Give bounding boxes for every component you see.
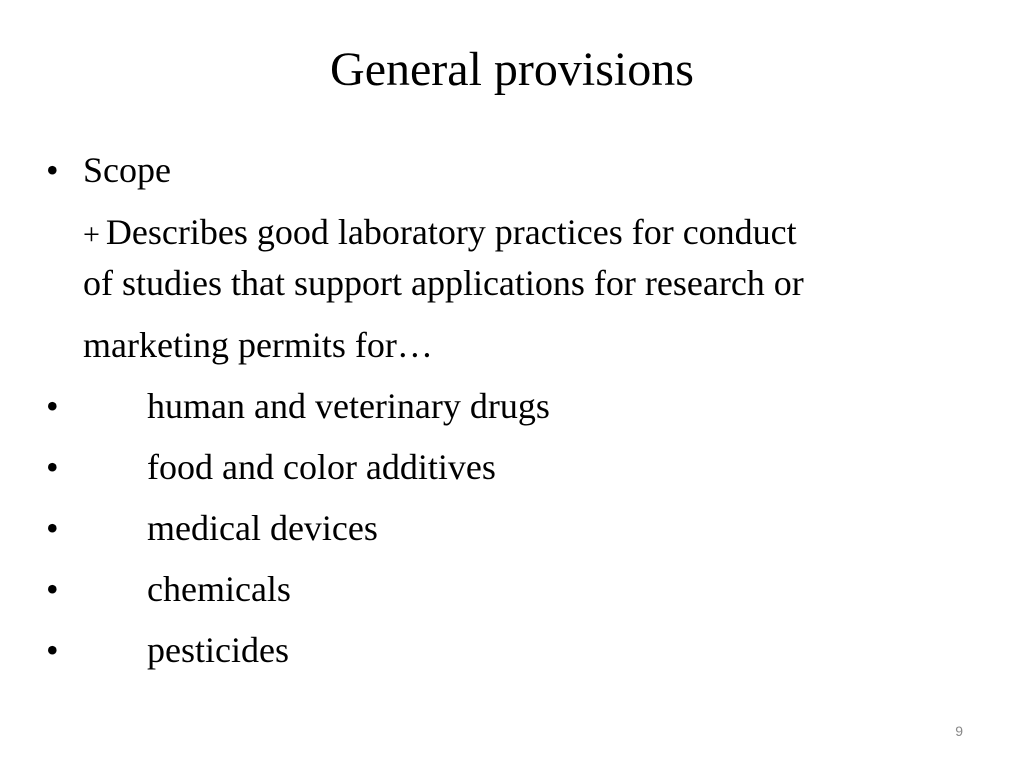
plus-icon: + (83, 218, 100, 251)
scope-description-line-2: of studies that support applications for research or (83, 263, 804, 303)
page-number: 9 (955, 723, 963, 739)
bullet-icon: • (46, 569, 59, 609)
scope-description-line-3: marketing permits for… (83, 325, 433, 365)
bullet-icon: • (46, 386, 59, 426)
slide-title: General provisions (330, 43, 694, 96)
bullet-icon: • (46, 150, 59, 190)
scope-label: Scope (83, 150, 171, 190)
list-item: chemicals (147, 569, 291, 609)
bullet-icon: • (46, 447, 59, 487)
bullet-icon: • (46, 630, 59, 670)
list-item: pesticides (147, 630, 289, 670)
list-item: food and color additives (147, 447, 496, 487)
scope-description-line-1: + Describes good laboratory practices for conduct (83, 212, 797, 252)
bullet-icon: • (46, 508, 59, 548)
list-item: human and veterinary drugs (147, 386, 550, 426)
list-item: medical devices (147, 508, 378, 548)
